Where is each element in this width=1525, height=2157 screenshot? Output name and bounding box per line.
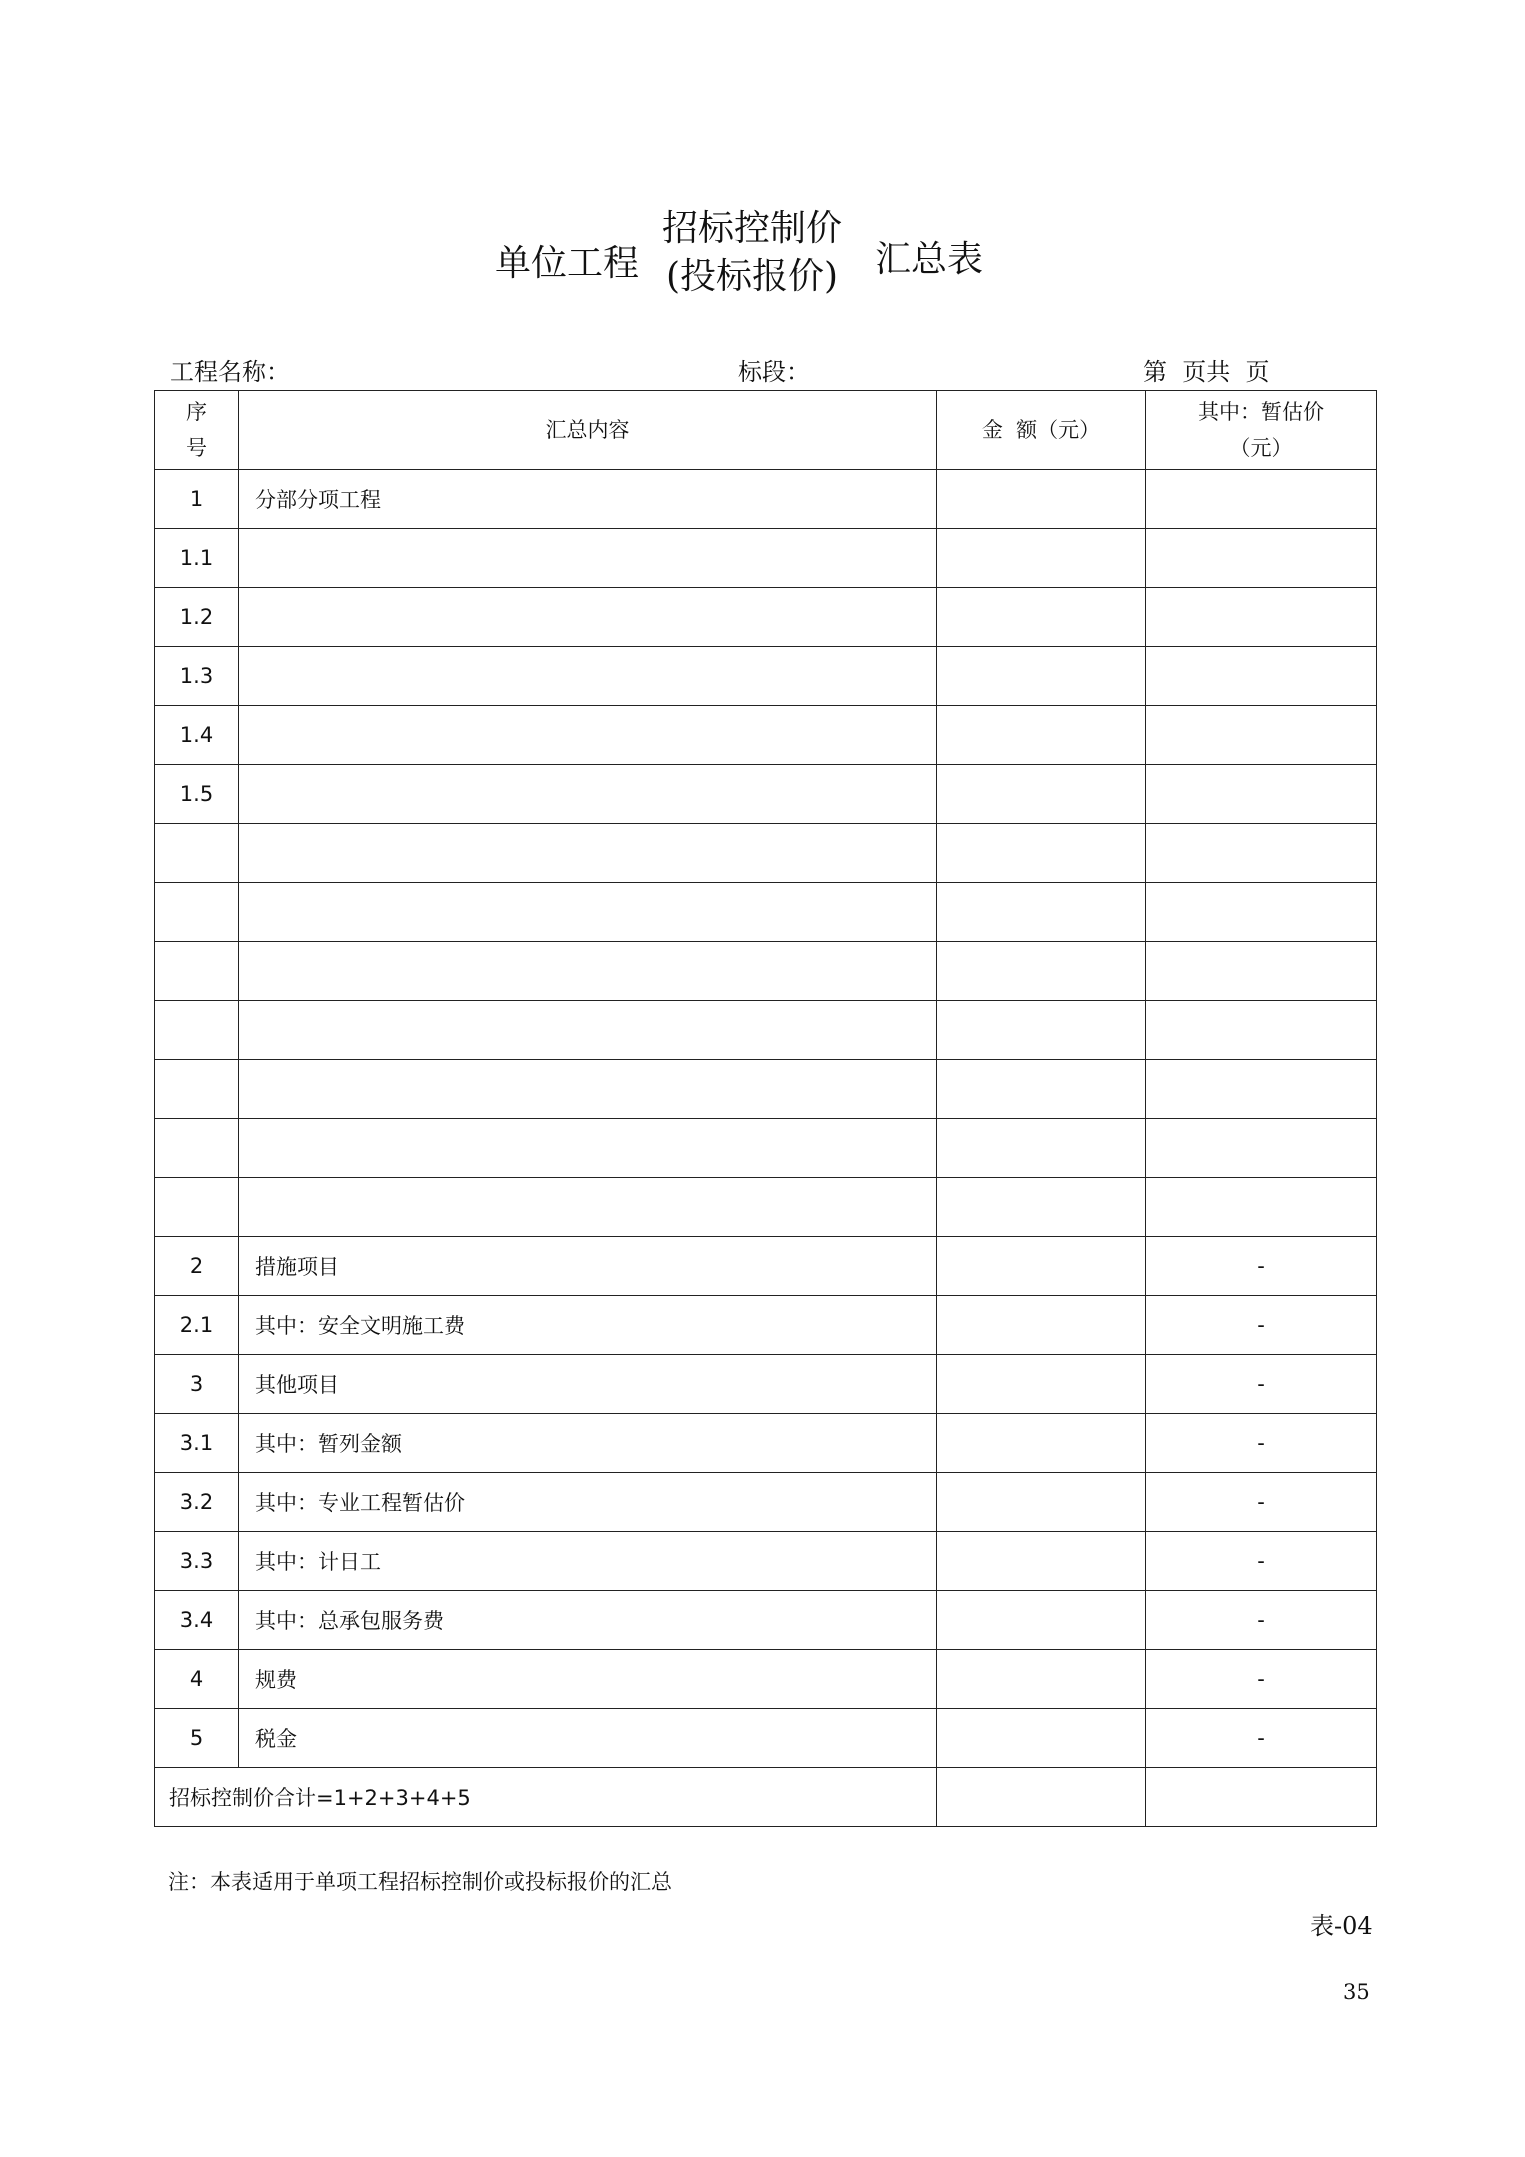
table-row (155, 470, 1377, 529)
header-amount: 金 额（元） (937, 391, 1146, 470)
table-row (155, 1650, 1377, 1709)
title-middle (662, 205, 842, 301)
row-content-cell (239, 1060, 937, 1119)
row-content-cell: 其中：暂列金额 (239, 1414, 937, 1473)
row-estimate-cell: - (1146, 1591, 1377, 1650)
table-row (155, 1178, 1377, 1237)
row-amount-cell (937, 1178, 1146, 1237)
table-total-row (155, 1768, 1377, 1827)
row-number-cell: 4 (155, 1650, 239, 1709)
table-row (155, 1355, 1377, 1414)
row-number-cell: 1.2 (155, 588, 239, 647)
row-number-cell (155, 824, 239, 883)
row-number-cell: 1.5 (155, 765, 239, 824)
row-content-cell: 其中：专业工程暂估价 (239, 1473, 937, 1532)
total-estimate-cell (1146, 1768, 1377, 1827)
table-row (155, 765, 1377, 824)
row-content-cell: 措施项目 (239, 1237, 937, 1296)
page-number: 35 (1343, 1980, 1370, 2004)
row-amount-cell (937, 1650, 1146, 1709)
row-content-cell (239, 529, 937, 588)
header-estimate-line1: 其中：暂估价 (1198, 400, 1324, 424)
header-content: 汇总内容 (239, 391, 937, 470)
row-amount-cell (937, 824, 1146, 883)
table-note: 注：本表适用于单项工程招标控制价或投标报价的汇总 (168, 1870, 672, 1894)
row-estimate-cell (1146, 942, 1377, 1001)
row-estimate-cell (1146, 1119, 1377, 1178)
row-amount-cell (937, 529, 1146, 588)
row-amount-cell (937, 1060, 1146, 1119)
title-control-price: 招标控制价 (662, 208, 843, 249)
row-content-cell (239, 883, 937, 942)
row-number-cell: 1 (155, 470, 239, 529)
row-estimate-cell: - (1146, 1709, 1377, 1768)
header-no-line1: 序 (186, 400, 207, 424)
header-no-line2: 号 (186, 436, 207, 460)
row-content-cell (239, 588, 937, 647)
row-content-cell: 税金 (239, 1709, 937, 1768)
table-row (155, 1709, 1377, 1768)
row-estimate-cell (1146, 706, 1377, 765)
row-estimate-cell (1146, 647, 1377, 706)
row-estimate-cell (1146, 1060, 1377, 1119)
row-amount-cell (937, 1355, 1146, 1414)
row-amount-cell (937, 706, 1146, 765)
row-content-cell (239, 647, 937, 706)
table-row (155, 1001, 1377, 1060)
total-amount-cell (937, 1768, 1146, 1827)
total-label: 招标控制价合计=1+2+3+4+5 (155, 1768, 937, 1827)
row-estimate-cell: - (1146, 1355, 1377, 1414)
row-estimate-cell (1146, 883, 1377, 942)
row-content-cell: 其中：计日工 (239, 1532, 937, 1591)
row-content-cell (239, 706, 937, 765)
row-number-cell (155, 883, 239, 942)
table-row (155, 529, 1377, 588)
title-summary: 汇总表 (875, 239, 984, 280)
row-amount-cell (937, 470, 1146, 529)
page-label: 第 页共 页 (1143, 358, 1270, 386)
table-code: 表-04 (1310, 1912, 1373, 1940)
title-bid-price: (投标报价) (665, 256, 839, 297)
row-estimate-cell (1146, 1001, 1377, 1060)
row-number-cell (155, 942, 239, 1001)
table-row (155, 588, 1377, 647)
table-row (155, 1296, 1377, 1355)
row-amount-cell (937, 1591, 1146, 1650)
row-number-cell: 3.1 (155, 1414, 239, 1473)
row-number-cell: 3.2 (155, 1473, 239, 1532)
row-amount-cell (937, 883, 1146, 942)
row-content-cell (239, 1119, 937, 1178)
row-estimate-cell (1146, 588, 1377, 647)
title-unit-project: 单位工程 (495, 243, 640, 284)
section-label: 标段： (738, 358, 810, 386)
table-row (155, 647, 1377, 706)
row-content-cell (239, 1001, 937, 1060)
row-amount-cell (937, 588, 1146, 647)
summary-table (154, 390, 1377, 1827)
row-estimate-cell: - (1146, 1650, 1377, 1709)
header-estimate (1146, 391, 1377, 470)
table-row (155, 883, 1377, 942)
row-estimate-cell: - (1146, 1473, 1377, 1532)
row-number-cell: 1.4 (155, 706, 239, 765)
row-number-cell: 3 (155, 1355, 239, 1414)
row-estimate-cell (1146, 824, 1377, 883)
row-number-cell: 2.1 (155, 1296, 239, 1355)
row-content-cell (239, 942, 937, 1001)
row-amount-cell (937, 1119, 1146, 1178)
table-row (155, 1414, 1377, 1473)
row-number-cell (155, 1178, 239, 1237)
row-number-cell (155, 1001, 239, 1060)
row-amount-cell (937, 1237, 1146, 1296)
row-amount-cell (937, 647, 1146, 706)
header-no (155, 391, 239, 470)
row-estimate-cell (1146, 1178, 1377, 1237)
row-amount-cell (937, 1473, 1146, 1532)
row-number-cell: 3.4 (155, 1591, 239, 1650)
row-amount-cell (937, 1709, 1146, 1768)
row-amount-cell (937, 1414, 1146, 1473)
row-amount-cell (937, 1296, 1146, 1355)
row-content-cell (239, 824, 937, 883)
row-content-cell: 规费 (239, 1650, 937, 1709)
row-estimate-cell: - (1146, 1532, 1377, 1591)
table-row (155, 1119, 1377, 1178)
row-estimate-cell (1146, 470, 1377, 529)
row-number-cell: 1.1 (155, 529, 239, 588)
table-row (155, 706, 1377, 765)
row-content-cell: 其中：安全文明施工费 (239, 1296, 937, 1355)
row-number-cell (155, 1119, 239, 1178)
table-row (155, 824, 1377, 883)
table-row (155, 1473, 1377, 1532)
row-content-cell (239, 1178, 937, 1237)
table-row (155, 942, 1377, 1001)
row-estimate-cell: - (1146, 1414, 1377, 1473)
row-estimate-cell: - (1146, 1296, 1377, 1355)
row-content-cell (239, 765, 937, 824)
row-amount-cell (937, 765, 1146, 824)
row-content-cell: 其他项目 (239, 1355, 937, 1414)
row-amount-cell (937, 1532, 1146, 1591)
row-content-cell: 分部分项工程 (239, 470, 937, 529)
row-number-cell: 2 (155, 1237, 239, 1296)
row-number-cell: 1.3 (155, 647, 239, 706)
table-row (155, 1060, 1377, 1119)
table-row (155, 1591, 1377, 1650)
row-amount-cell (937, 942, 1146, 1001)
row-estimate-cell (1146, 529, 1377, 588)
table-row (155, 1237, 1377, 1296)
table-row (155, 1532, 1377, 1591)
project-name-label: 工程名称： (170, 358, 290, 386)
document-title (0, 205, 1525, 305)
row-number-cell: 3.3 (155, 1532, 239, 1591)
row-number-cell: 5 (155, 1709, 239, 1768)
row-estimate-cell: - (1146, 1237, 1377, 1296)
table-header-row (155, 391, 1377, 470)
row-content-cell: 其中：总承包服务费 (239, 1591, 937, 1650)
header-estimate-line2: （元） (1229, 436, 1293, 460)
row-amount-cell (937, 1001, 1146, 1060)
row-estimate-cell (1146, 765, 1377, 824)
row-number-cell (155, 1060, 239, 1119)
